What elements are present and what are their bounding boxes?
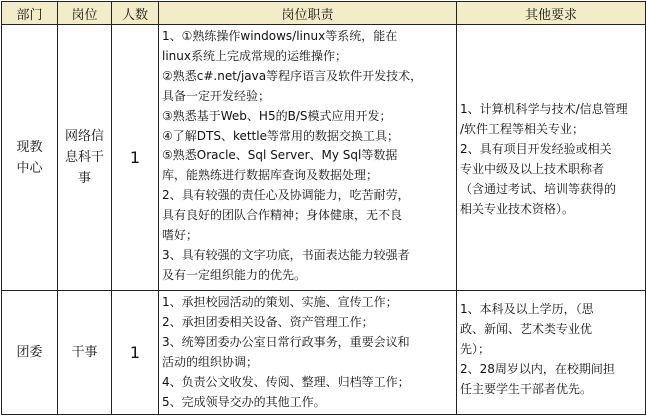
requirement-line: 1、计算机科学与技术/信息管理	[460, 101, 628, 116]
duty-line: 活动的组织协调；	[162, 354, 259, 369]
duty-line: 5、完成领导交办的其他工作。	[162, 394, 326, 409]
duty-line: ②熟悉c#.net/java等程序语言及软件开发技术，	[162, 68, 423, 83]
header-department: 部门	[2, 2, 58, 25]
duties-cell	[159, 25, 457, 291]
duty-line: ③熟悉基于Web、H5的B/S模式应用开发；	[162, 108, 392, 123]
duty-line: 3、统筹团委办公室日常行政事务，重要会议和	[162, 334, 410, 349]
headcount-cell: 1	[112, 291, 159, 415]
requirements-cell	[457, 25, 646, 291]
header-count: 人数	[112, 2, 159, 25]
position-cell	[58, 25, 112, 291]
position-text: 网络信	[64, 129, 104, 144]
table-row	[2, 291, 646, 415]
duty-line: 嗜好；	[162, 228, 199, 243]
requirement-line: 任主要学生干部者优先。	[460, 382, 593, 396]
position-text: 事	[77, 171, 91, 186]
department-text: 团委	[16, 345, 43, 360]
duty-line: 及有一定组织能力的优先。	[162, 267, 307, 282]
header-duties: 岗位职责	[159, 2, 457, 25]
requirements-cell	[457, 291, 646, 415]
duty-line: 库，能熟练进行数据库查询及数据处理；	[162, 168, 379, 183]
table-header-row	[2, 2, 646, 25]
requirement-line: 专业中级及以上技术职称者	[460, 161, 605, 176]
department-text: 现教	[16, 139, 43, 155]
requirement-line: 相关专业技术资格）。	[460, 201, 575, 216]
duties-cell	[159, 291, 457, 415]
table-row	[2, 25, 646, 291]
department-text: 中心	[16, 160, 43, 176]
duty-line: 3、具有较强的文字功底，书面表达能力较强者	[162, 247, 410, 262]
duty-line: 具备一定开发经验；	[162, 88, 271, 103]
headcount-cell: 1	[112, 25, 159, 291]
requirement-line: 先）；	[460, 342, 491, 356]
duty-line: 具有良好的团队合作精神；身体健康，无不良	[162, 208, 403, 223]
duty-line: 1、①熟练操作windows/linux等系统，能在	[162, 29, 398, 43]
department-cell	[2, 291, 58, 415]
duty-line: 2、承担团委相关设备、资产管理工作；	[162, 314, 374, 329]
header-requirements: 其他要求	[457, 2, 646, 25]
requirement-line: （含通过考试、培训等获得的	[460, 181, 617, 196]
duty-line: 1、承担校园活动的策划、实施、宣传工作；	[162, 295, 398, 309]
position-cell	[58, 291, 112, 415]
header-position: 岗位	[58, 2, 112, 25]
duty-line: 4、负责公文收发、传阅、整理、归档等工作；	[162, 374, 410, 389]
position-text: 息科干	[64, 150, 104, 165]
job-postings-table	[1, 1, 646, 415]
department-cell	[2, 25, 58, 291]
duty-line: linux系统上完成常规的运维操作；	[162, 48, 347, 63]
requirement-line: 1、本科及以上学历，（思	[460, 302, 594, 316]
requirement-line: 2、具有项目开发经验或相关	[460, 141, 612, 156]
requirement-line: 政、新闻、艺术类专业优	[460, 322, 593, 336]
duty-line: ④了解DTS、kettle等常用的数据交换工具；	[162, 128, 399, 143]
requirement-line: /软件工程等相关专业；	[460, 121, 585, 136]
requirement-line: 2、28周岁以内，在校期间担	[460, 362, 615, 376]
position-text: 干事	[71, 345, 98, 360]
duty-line: 2、具有较强的责任心及协调能力，吃苦耐劳，	[162, 188, 410, 203]
duty-line: ⑤熟悉Oracle、Sql Server、My Sql等数据	[162, 148, 398, 163]
